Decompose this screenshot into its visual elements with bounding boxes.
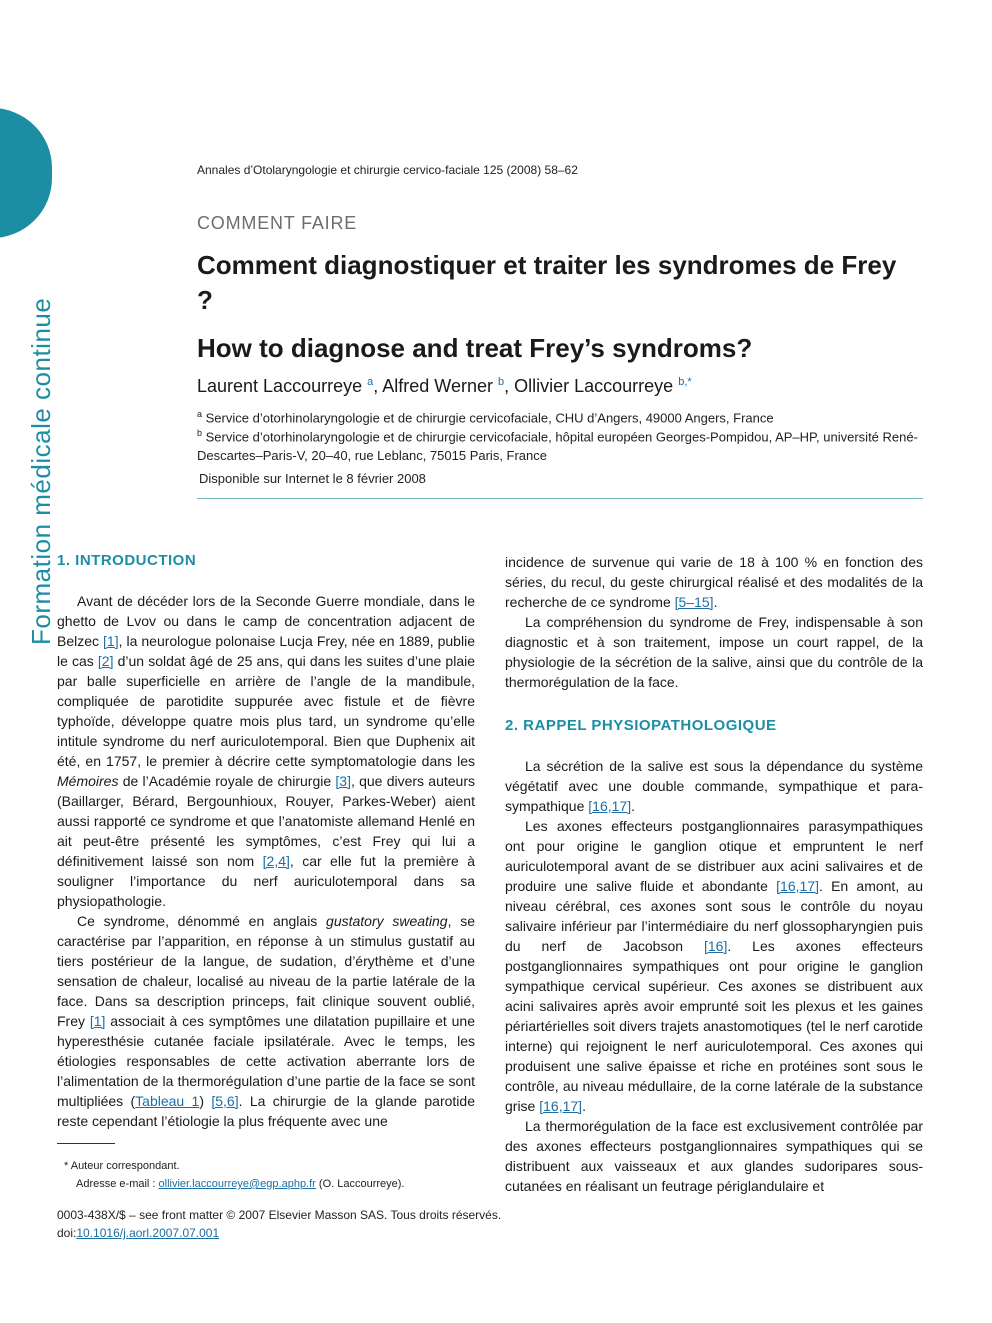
author-list: Laurent Laccourreye $^a$, Alfred Werner $^b$, Ollivier Laccourreye $^{b,*}$: [197, 376, 692, 396]
author-name: Laurent Laccourreye: [197, 376, 363, 396]
paragraph: La thermorégulation de la face est exclusivement contrôlée par des axones effecteurs postganglionnaires sympathiques qui se distribuent aux vaisseaux et aux glandes sudoripares sous-cutanées en réalisant un feutrage périglandulaire et: [505, 1118, 923, 1194]
footnote-corresponding: * Auteur correspondant.: [64, 1160, 180, 1172]
journal-reference: Annales d’Otolaryngologie et chirurgie cervico-faciale 125 (2008) 58–62: [197, 163, 578, 177]
citation-link[interactable]: [5,6]: [211, 1093, 239, 1109]
sidebar-section-label: [6, 245, 56, 645]
left-column: [57, 591, 475, 1131]
affil-marker: b: [197, 428, 203, 438]
paragraph: Les axones effecteurs postganglionnaires parasympathiques ont pour origine le ganglion otique et empruntent le nerf auriculotemporal avant de se distribuer aux acini salivaires et de produire une salive fluide et abondante [16,17]. En amont, au niveau cérébral, ces axones sont sous le contrôle du noyau salivaire inférieur par l’intermédiaire du nerf glossopharyngien puis du nerf de Jacobson [16]. Les axones effecteurs postganglionnaires sympathiques ont pour origine le ganglion sympathique cervical supérieur. Ces axones se distribuent aux acini salivaires après avoir emprunté soit les plexus et les gaines périartérielles soit divers trajets anastomotiques (tel le nerf carotide interne) qui rejoignent le nerf auriculotemporal. Ces axones qui produisent une salive épaisse et riche en protéines sont sous le contrôle, au niveau médullaire, de la corne latérale de la substance grise [16,17].: [505, 818, 924, 1114]
citation-link[interactable]: [1]: [103, 633, 119, 649]
citation-link[interactable]: [1]: [89, 1013, 106, 1029]
section-heading-introduction: 1. INTRODUCTION: [57, 552, 197, 569]
footnote-divider: [57, 1143, 115, 1144]
citation-link[interactable]: [2,4]: [262, 853, 290, 869]
citation-link[interactable]: [16,17]: [588, 798, 632, 814]
doi-line: doi:10.1016/j.aorl.2007.07.001: [57, 1226, 220, 1240]
citation-link[interactable]: [16,17]: [776, 878, 819, 894]
footnote-email: Adresse e-mail : ollivier.laccourreye@egp.aphp.fr (O. Laccourreye).: [76, 1178, 405, 1190]
citation-link[interactable]: [16]: [703, 938, 728, 954]
table-link[interactable]: Tableau 1: [135, 1093, 200, 1109]
affil-text: Service d’otorhinolaryngologie et de chirurgie cervicofaciale, hôpital européen Georges-Pompidou, AP–HP, université René-Descartes–Paris-V, 20–40, rue Leblanc, 75015 Paris, France: [197, 429, 918, 464]
article-title-en: How to diagnose and treat Frey’s syndroms?: [197, 333, 753, 363]
paragraph: La compréhension du syndrome de Frey, indispensable à son diagnostic et à son traitement, impose un court rappel, de la physiologie de la sécrétion de la salive, ainsi que du contrôle de la thermorégulation de la face.: [505, 614, 923, 690]
article-title-fr: Comment diagnostiquer et traiter les syndromes de Frey ?: [197, 250, 897, 315]
copyright-line: 0003-438X/$ – see front matter © 2007 Elsevier Masson SAS. Tous droits réservés.: [57, 1208, 502, 1222]
right-column-top: [505, 552, 923, 692]
citation-link[interactable]: [3]: [335, 773, 351, 789]
paragraph: incidence de survenue qui varie de 18 à 100 % en fonction des séries, du recul, du geste chirurgical réalisé et des modalités de la recherche de ce syndrome [5–15].: [505, 554, 923, 610]
doi-link[interactable]: 10.1016/j.aorl.2007.07.001: [76, 1226, 220, 1240]
article-rubric: COMMENT FAIRE: [197, 213, 358, 233]
author-affil-marker[interactable]: a: [367, 376, 374, 388]
author-name: Alfred Werner: [382, 376, 493, 396]
paragraph: Avant de décéder lors de la Seconde Guerre mondiale, dans le ghetto de Lvov ou dans le camp de concentration adjacent de Belzec [1], la neurologue polonaise Lucja Frey, née en 1889, publie le cas [2] d’un soldat âgé de 25 ans, qui dans les suites d’une plaie par balle superficielle en arrière de l’angle de la mandibule, compliquée de parotidite suppurée avec fistule et de fièvre typhoïde, développe quatre mois plus tard, un syndrome qu’elle intitule syndrome du nerf auriculotemporal. Bien que Duphenix ait été, en 1757, le premier à décrire cette symptomatologie dans les Mémoires de l’Académie royale de chirurgie [3], que divers auteurs (Baillarger, Bérard, Bergounhioux, Rouyer, Parkes-Weber) aient aussi rapporté ce syndrome et que l’anatomiste allemand Henlé en ait peut-être présenté les symptômes, c’est Frey qui lui a définitivement laissé son nom [2,4], car elle fut la première à souligner l’importance du nerf auriculotemporal dans sa physiopathologie.: [57, 593, 476, 909]
citation-link[interactable]: [2]: [97, 653, 114, 669]
author-name: Ollivier Laccourreye: [514, 376, 674, 396]
citation-link[interactable]: [5–15]: [674, 594, 714, 610]
email-link[interactable]: ollivier.laccourreye@egp.aphp.fr: [158, 1178, 316, 1190]
affil-marker: a: [197, 409, 203, 419]
sidebar-label-text: Formation médicale continue: [26, 297, 56, 645]
paragraph: Ce syndrome, dénommé en anglais gustatory sweating, se caractérise par l’apparition, en réponse à un stimulus gustatif au tiers postérieur de la langue, de sudation, d’érythème et d’une sensation de chaleur, localisé au niveau de la partie latérale de la face. Dans sa description princeps, fait clinique souvent oublié, Frey [1] associait à ces symptômes une dilatation pupillaire et une hyperesthésie cutanée faciale ipsilatérale. Avec le temps, les étiologies responsables de cette activation aberrante lors de l’alimentation de la thermorégulation d’une partie de la face se sont multipliées (Tableau 1) [5,6]. La chirurgie de la glande parotide reste cependant l’étiologie la plus fréquente avec une: [57, 913, 476, 1129]
sidebar-tab-decoration: [0, 108, 52, 238]
paragraph: La sécrétion de la salive est sous la dépendance du système végétatif avec une double commande, sympathique et para-sympathique [16,17].: [505, 758, 923, 814]
header-divider: [197, 498, 923, 499]
author-affil-marker[interactable]: b: [498, 376, 505, 388]
section-heading-physiopathology: 2. RAPPEL PHYSIOPATHOLOGIQUE: [505, 717, 777, 734]
affil-text: Service d’otorhinolaryngologie et de chirurgie cervicofaciale, CHU d’Angers, 49000 Angers, France: [205, 410, 774, 426]
citation-link[interactable]: [16,17]: [539, 1098, 583, 1114]
right-column-section2: [505, 756, 923, 1196]
author-affil-marker[interactable]: b,*: [678, 376, 692, 388]
online-date: Disponible sur Internet le 8 février 2008: [199, 471, 426, 486]
affiliation-b: [197, 424, 923, 465]
